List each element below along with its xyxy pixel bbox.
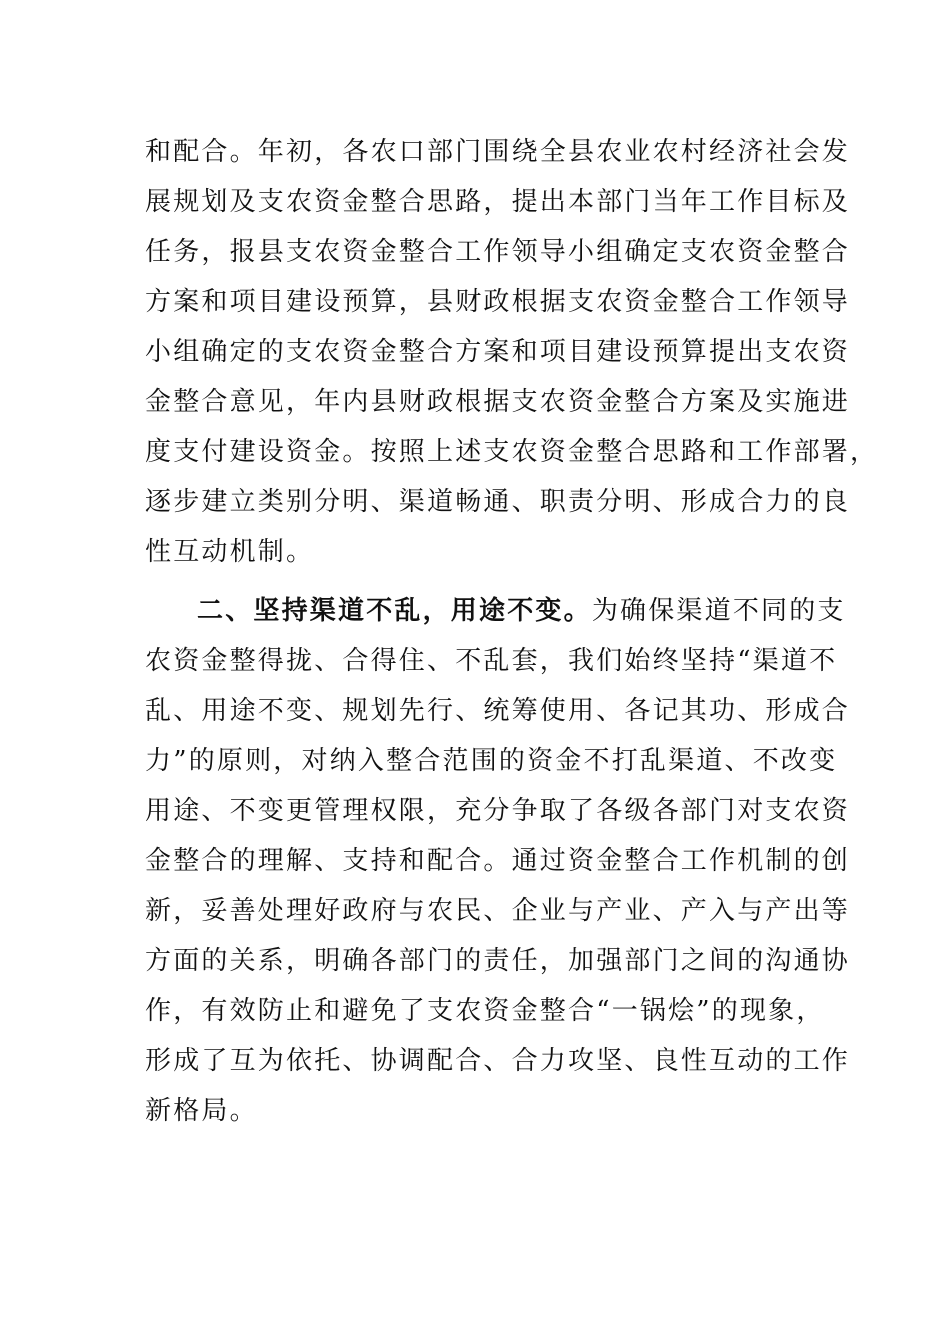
paragraph-line: 小组确定的支农资金整合方案和项目建设预算提出支农资 — [145, 337, 851, 367]
paragraph-line: 金整合的理解、支持和配合。通过资金整合工作机制的创 — [145, 846, 851, 876]
paragraph-line: 金整合意见，年内县财政根据支农资金整合方案及实施进 — [145, 387, 851, 417]
paragraph-line: 力”的原则，对纳入整合范围的资金不打乱渠道、不改变 — [145, 746, 838, 776]
section-heading: 二、坚持渠道不乱，用途不变。 — [197, 596, 592, 626]
paragraph-line: 用途、不变更管理权限，充分争取了各级各部门对支农资 — [145, 796, 851, 826]
paragraph-line: 展规划及支农资金整合思路，提出本部门当年工作目标及 — [145, 187, 851, 217]
paragraph-line: 和配合。年初，各农口部门围绕全县农业农村经济社会发 — [145, 137, 851, 167]
paragraph-line: 新，妥善处理好政府与农民、企业与产业、产入与产出等 — [145, 896, 851, 926]
paragraph-line-rest: 为确保渠道不同的支 — [591, 596, 846, 626]
paragraph-line: 农资金整得拢、合得住、不乱套，我们始终坚持“渠道不 — [145, 646, 838, 676]
paragraph-line: 方案和项目建设预算，县财政根据支农资金整合工作领导 — [145, 287, 851, 317]
paragraph-line: 方面的关系，明确各部门的责任，加强部门之间的沟通协 — [145, 946, 851, 976]
paragraph-line: 乱、用途不变、规划先行、统筹使用、各记其功、形成合 — [145, 696, 851, 726]
paragraph-line: 新格局。 — [145, 1096, 258, 1126]
paragraph-first-line — [197, 586, 846, 636]
paragraph-line: 逐步建立类别分明、渠道畅通、职责分明、形成合力的良 — [145, 487, 851, 517]
paragraph-line: 形成了互为依托、协调配合、合力攻坚、良性互动的工作 — [145, 1046, 851, 1076]
paragraph-line: 任务，报县支农资金整合工作领导小组确定支农资金整合 — [145, 237, 851, 267]
paragraph-line: 度支付建设资金。按照上述支农资金整合思路和工作部署， — [145, 437, 879, 467]
paragraph-line: 作，有效防止和避免了支农资金整合“一锅烩”的现象， — [145, 996, 825, 1026]
paragraph-line: 性互动机制。 — [145, 537, 315, 567]
